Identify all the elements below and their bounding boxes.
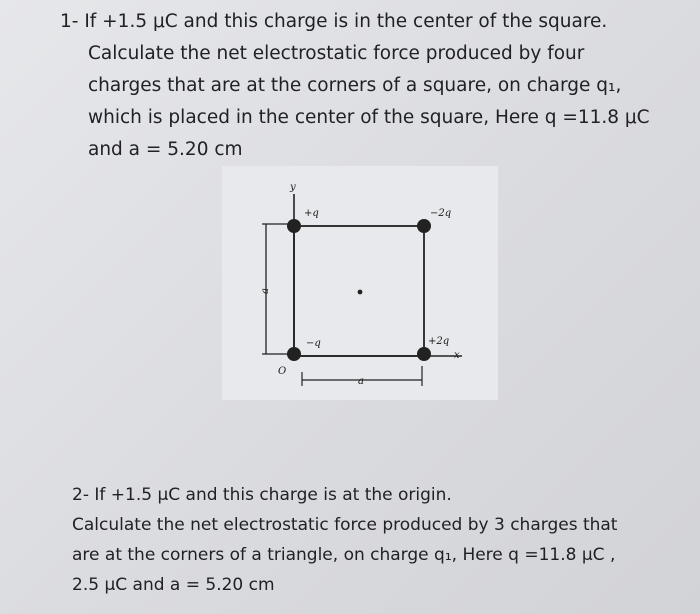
problem-2-line-4: 2.5 μC and a = 5.20 cm (72, 575, 275, 595)
problem-2-line-1: 2- If +1.5 μC and this charge is at the origin. (72, 485, 452, 505)
charge-top-right-label: −2q (430, 208, 452, 219)
problem-1-line-5: and a = 5.20 cm (88, 139, 243, 160)
x-axis-label: x (454, 350, 460, 361)
charge-bottom-left-dot (287, 347, 301, 361)
problem-1-line-2: Calculate the net electrostatic force produced by four (88, 43, 585, 64)
center-point (358, 290, 363, 295)
problem-1-text (60, 6, 680, 166)
charge-bottom-right-label: +2q (428, 336, 450, 347)
charge-top-left-label: +q (304, 208, 319, 219)
figure-svg (222, 166, 498, 400)
problem-1-line-1: 1- If +1.5 μC and this charge is in the center of the square. (60, 11, 608, 32)
problem-1-line-4: which is placed in the center of the square, Here q =11.8 μC (88, 107, 650, 128)
charge-top-left-dot (287, 219, 301, 233)
problem-2-text (72, 480, 682, 600)
horizontal-side-label: a (358, 376, 364, 387)
problem-2-line-2: Calculate the net electrostatic force produced by 3 charges that (72, 515, 618, 535)
square-charges-figure (222, 166, 498, 400)
problem-2-line-3: are at the corners of a triangle, on charge q₁, Here q =11.8 μC , (72, 545, 616, 565)
y-axis-label: y (290, 182, 296, 193)
problem-1-line-3: charges that are at the corners of a square, on charge q₁, (88, 75, 622, 96)
charge-bottom-right-dot (417, 347, 431, 361)
origin-label: O (278, 366, 287, 377)
charge-top-right-dot (417, 219, 431, 233)
vertical-side-label: a (260, 288, 271, 294)
charge-bottom-left-label: −q (306, 338, 321, 349)
